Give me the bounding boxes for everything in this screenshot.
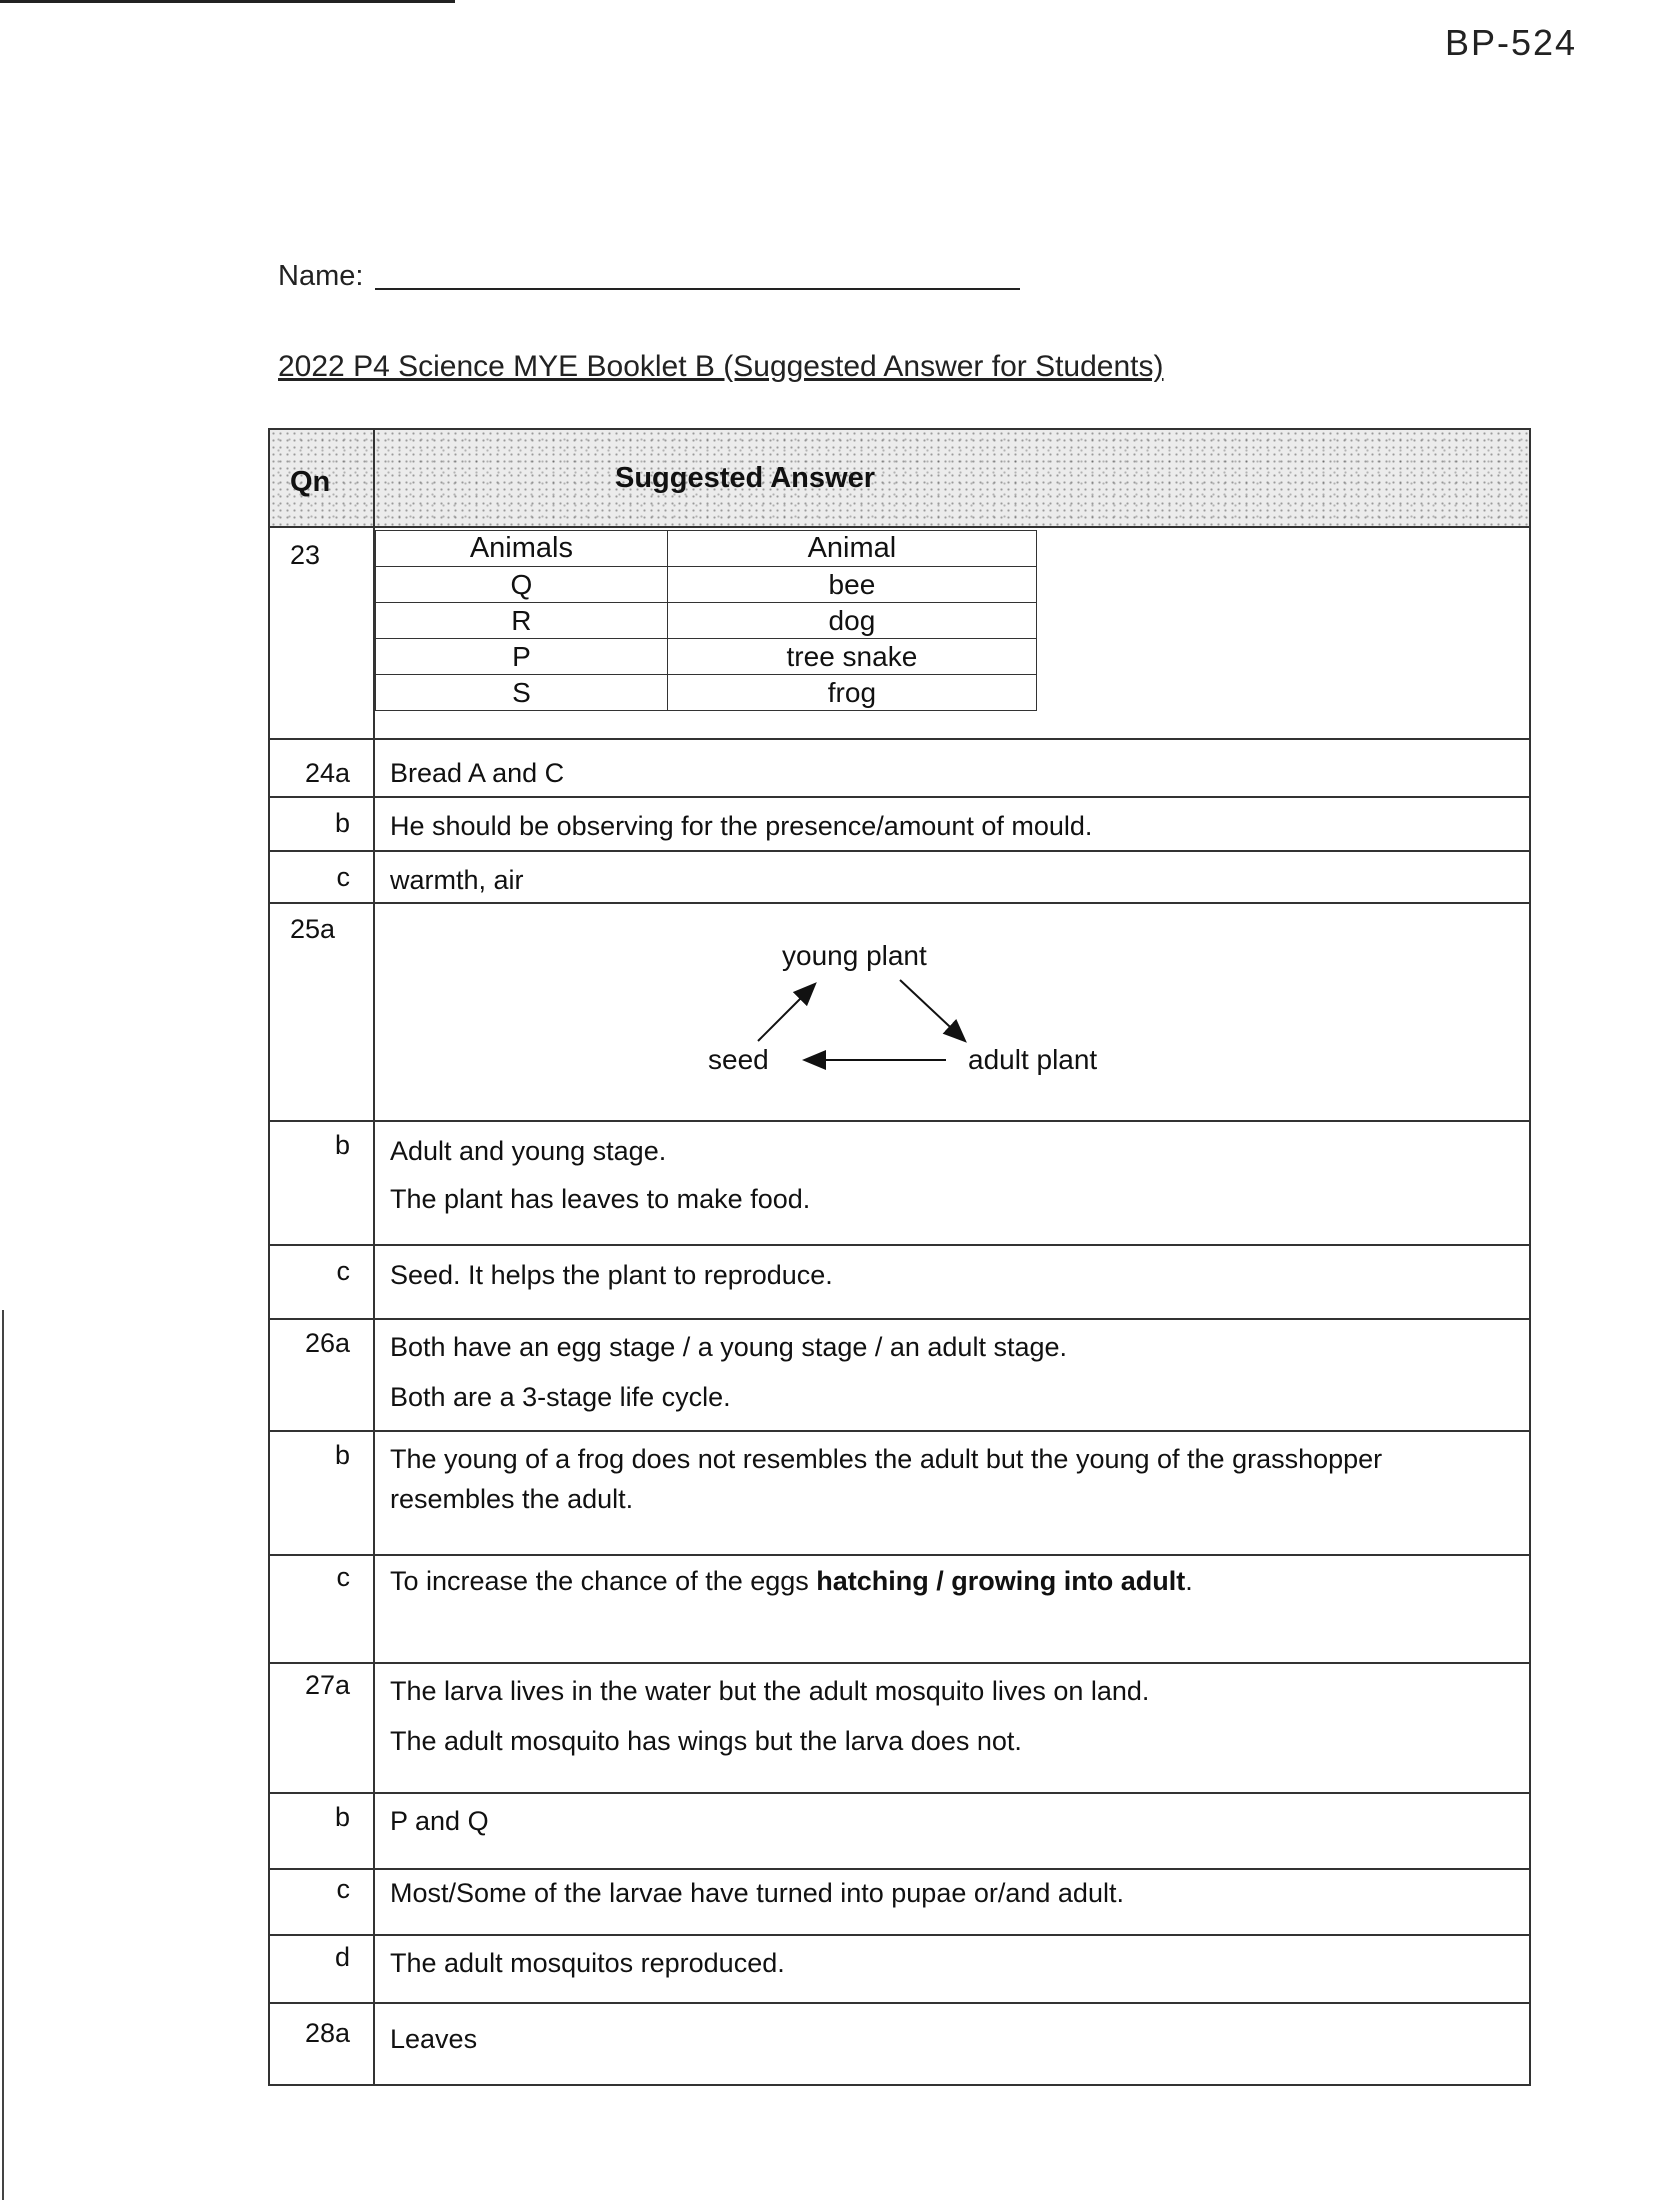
arrow-young-to-adult	[900, 980, 964, 1040]
answer-24c: warmth, air	[390, 865, 524, 895]
table-cell: dog	[667, 603, 1036, 639]
answer-26b-line1: The young of a frog does not resembles the adult but the young of the grasshopper	[390, 1444, 1383, 1474]
table-cell: P	[376, 639, 668, 675]
answer-27a-line2: The adult mosquito has wings but the larva does not.	[390, 1726, 1022, 1756]
qn-23: 23	[290, 540, 321, 570]
row-divider	[270, 1792, 1529, 1794]
row-divider	[270, 1662, 1529, 1664]
answer-24b: He should be observing for the presence/amount of mould.	[390, 811, 1093, 841]
answer-26c-bold: hatching / growing into adult	[816, 1566, 1186, 1596]
stage-adult-plant: adult plant	[968, 1044, 1098, 1075]
row-divider	[270, 2002, 1529, 2004]
qn-26c-label: c	[336, 1562, 350, 1592]
scan-edge-top	[0, 0, 455, 3]
qn-27b: b	[334, 1802, 350, 1832]
qn-26a: 26a	[304, 1328, 350, 1358]
answer-27c: Most/Some of the larvae have turned into pupae or/and adult.	[390, 1878, 1124, 1908]
answer-27d: The adult mosquitos reproduced.	[390, 1948, 785, 1978]
name-label: Name:	[278, 260, 364, 292]
table-cell: Q	[376, 567, 668, 603]
stage-seed: seed	[708, 1044, 769, 1075]
header-suggested-answer: Suggested Answer	[615, 462, 875, 494]
answer-28a: Leaves	[390, 2024, 478, 2054]
row-divider	[270, 1318, 1529, 1320]
answer-25b-line1: Adult and young stage.	[390, 1136, 667, 1166]
answer-27b: P and Q	[390, 1806, 489, 1836]
qn-24a: 24a	[304, 758, 350, 788]
answer-26c	[390, 1556, 1193, 1606]
animal-col-header: Animal	[667, 531, 1036, 567]
answer-26a-line2: Both are a 3-stage life cycle.	[390, 1382, 731, 1412]
qn-27c: c	[336, 1874, 350, 1904]
qn-26c	[270, 1562, 350, 1593]
row-divider	[270, 1430, 1529, 1432]
name-field-line	[375, 288, 1020, 290]
row-divider	[270, 1244, 1529, 1246]
stage-young-plant: young plant	[782, 940, 927, 971]
table-cell: R	[376, 603, 668, 639]
animals-col-header: Animals	[376, 531, 668, 567]
page-code: BP-524	[1445, 22, 1578, 63]
qn-28a: 28a	[304, 2018, 350, 2048]
row-divider	[270, 1120, 1529, 1122]
header-qn: Qn	[290, 466, 331, 498]
qn-27d: d	[334, 1942, 350, 1972]
qn-25a: 25a	[290, 914, 336, 944]
answer-27a-line1: The larva lives in the water but the adult mosquito lives on land.	[390, 1676, 1150, 1706]
scan-edge-left	[2, 1310, 4, 2200]
document-title: 2022 P4 Science MYE Booklet B (Suggested Answer for Students)	[278, 350, 1164, 383]
qn-27a: 27a	[304, 1670, 350, 1700]
answer-26c-suffix: .	[1185, 1566, 1193, 1596]
qn-25c: c	[336, 1256, 350, 1286]
answer-table	[268, 428, 1531, 2086]
arrow-seed-to-young	[758, 985, 814, 1041]
answer-26c-prefix: To increase the chance of the eggs	[390, 1566, 817, 1596]
table-cell: tree snake	[667, 639, 1036, 675]
answer-24a: Bread A and C	[390, 758, 565, 788]
life-cycle-arrows	[270, 430, 1530, 1130]
table-cell: frog	[667, 675, 1036, 711]
qn-24b: b	[334, 808, 350, 838]
table-cell: bee	[667, 567, 1036, 603]
answer-26a-line1: Both have an egg stage / a young stage / an adult stage.	[390, 1332, 1068, 1362]
qn-24c: c	[336, 862, 350, 892]
answer-26b-line2: resembles the adult.	[390, 1484, 634, 1514]
qn-25b: b	[334, 1130, 350, 1160]
qn-26b: b	[334, 1440, 350, 1470]
row-divider	[270, 1934, 1529, 1936]
answer-25c: Seed. It helps the plant to reproduce.	[390, 1260, 833, 1290]
answer-25b-line2: The plant has leaves to make food.	[390, 1184, 811, 1214]
table-cell: S	[376, 675, 668, 711]
